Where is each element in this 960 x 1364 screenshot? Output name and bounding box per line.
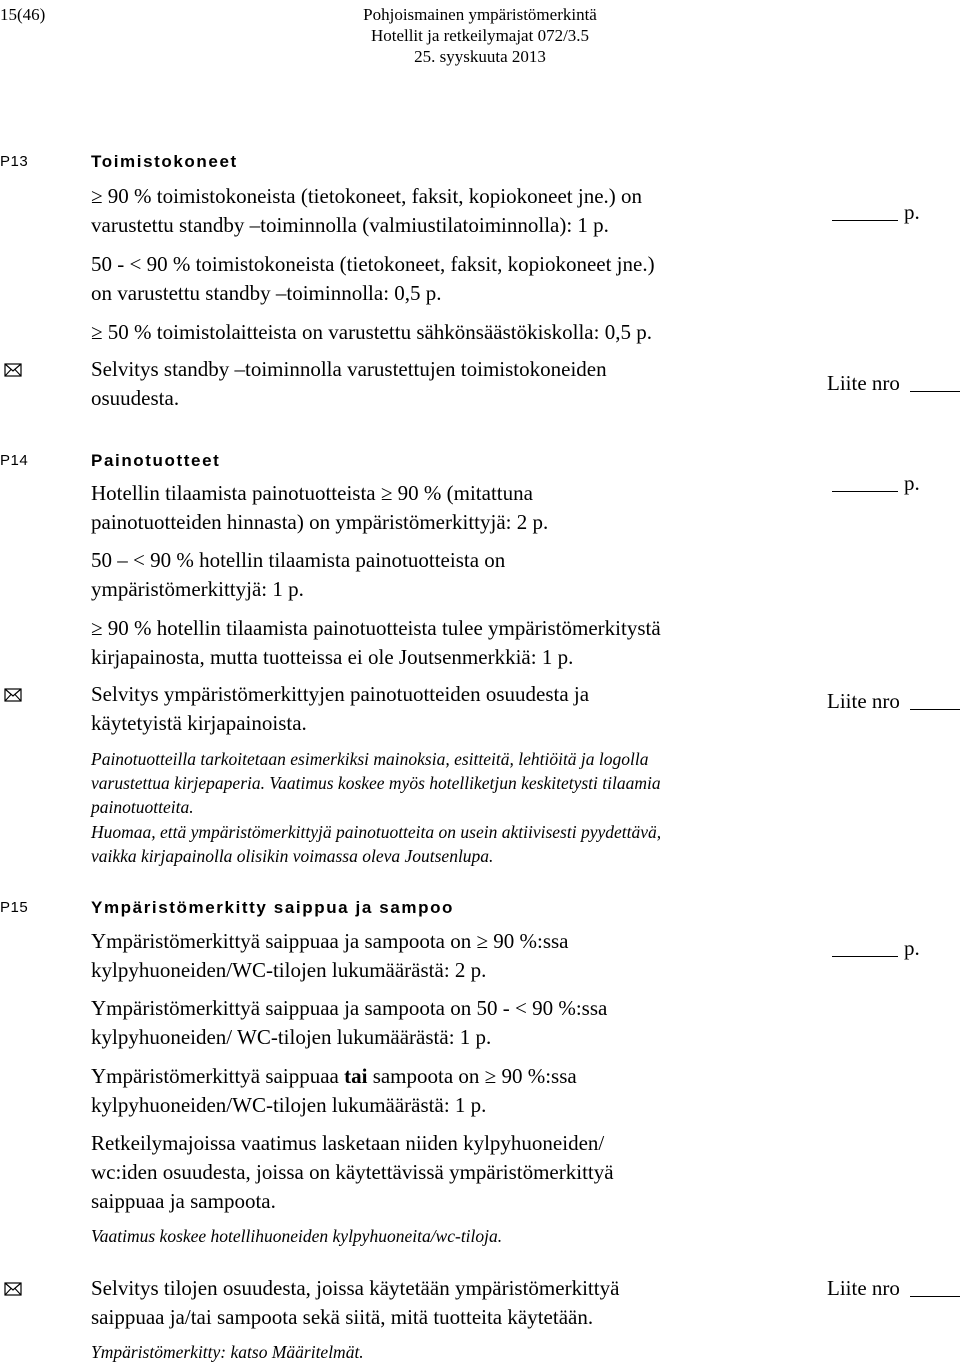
requirement-text: sampoota on ≥ 90 %:ssa [367,1064,577,1088]
requirement-line: Ympäristömerkittyä saippuaa ja sampoota on 50 - < 90 %:ssa [91,996,608,1020]
requirement-line: ≥ 90 % toimistokoneista (tietokoneet, faksit, kopiokoneet jne.) on [91,184,643,208]
requirement-line: kirjapainosta, mutta tuotteissa ei ole Joutsenmerkkiä: 1 p. [91,645,574,669]
liite-label: Liite nro [827,1276,900,1300]
document-date: 25. syyskuuta 2013 [414,47,546,66]
explanation-line: osuudesta. [91,386,180,410]
requirement-line: on varustettu standby –toiminnolla: 0,5 p. [91,281,442,305]
requirement-line: Hotellin tilaamista painotuotteista ≥ 90 % (mitattuna [91,481,533,505]
explanation-line: käytetyistä kirjapainoista. [91,711,307,735]
requirement-line: painotuotteiden hinnasta) on ympäristömerkittyjä: 2 p. [91,510,549,534]
explanation-line: Selvitys standby –toiminnolla varustettujen toimistokoneiden [91,357,607,381]
liite-label: Liite nro [827,689,900,713]
requirement-line: varustettu standby –toiminnolla (valmiustilatoiminnolla): 1 p. [91,213,609,237]
points-label: p. [904,936,920,960]
liite-label: Liite nro [827,371,900,395]
note-line: Vaatimus koskee hotellihuoneiden kylpyhuoneita/wc-tiloja. [91,1226,503,1246]
requirement-line: kylpyhuoneiden/ WC-tilojen lukumäärästä: 1 p. [91,1025,492,1049]
page-number: 15(46) [0,5,46,24]
requirement-line: kylpyhuoneiden/WC-tilojen lukumäärästä: 2 p. [91,958,487,982]
section-number: P13 [0,153,29,170]
liite-blank[interactable] [910,709,960,710]
requirement-line: saippuaa ja sampoota. [91,1189,276,1213]
explanation-line: Selvitys tilojen osuudesta, joissa käytetään ympäristömerkittyä [91,1276,620,1300]
note-line: vaikka kirjapainolla olisikin voimassa oleva Joutsenlupa. [91,846,494,866]
points-blank[interactable] [832,956,898,957]
requirement-line: 50 – < 90 % hotellin tilaamista painotuotteista on [91,548,506,572]
requirement-line: ≥ 90 % hotellin tilaamista painotuotteista tulee ympäristömerkitystä [91,616,661,640]
requirement-line: Retkeilymajoissa vaatimus lasketaan niiden kylpyhuoneiden/ [91,1131,605,1155]
envelope-icon [4,361,22,379]
section-number: P15 [0,899,29,916]
explanation-line: saippuaa ja/tai sampoota sekä siitä, mitä tuotteita käytetään. [91,1305,594,1329]
section-title: Ympäristömerkitty saippua ja sampoo [91,898,455,917]
points-label: p. [904,471,920,495]
note-line: Ympäristömerkitty: katso Määritelmät. [91,1342,364,1362]
liite-blank[interactable] [910,391,960,392]
requirement-line [91,1062,577,1091]
note-line: Painotuotteilla tarkoitetaan esimerkiksi mainoksia, esitteitä, lehtiöitä ja logolla [91,749,649,769]
document-title: Pohjoismainen ympäristömerkintä [363,5,597,24]
section-title: Toimistokoneet [91,152,238,171]
requirement-line: wc:iden osuudesta, joissa on käytettävissä ympäristömerkittyä [91,1160,614,1184]
explanation-line: Selvitys ympäristömerkittyjen painotuotteiden osuudesta ja [91,682,590,706]
section-number: P14 [0,452,29,469]
section-title: Painotuotteet [91,451,221,470]
requirement-line: ≥ 50 % toimistolaitteista on varustettu sähkönsäästökiskolla: 0,5 p. [91,320,652,344]
envelope-icon [4,686,22,704]
requirement-line: ympäristömerkittyjä: 1 p. [91,577,304,601]
requirement-text: Ympäristömerkittyä saippuaa [91,1064,345,1088]
requirement-line: 50 - < 90 % toimistokoneista (tietokoneet, faksit, kopiokoneet jne.) [91,252,655,276]
requirement-line: kylpyhuoneiden/WC-tilojen lukumäärästä: 1 p. [91,1093,487,1117]
note-line: varustettua kirjepaperia. Vaatimus koskee myös hotelliketjun keskitetysti tilaamia [91,773,661,793]
envelope-icon [4,1280,22,1298]
points-blank[interactable] [832,220,898,221]
liite-blank[interactable] [910,1296,960,1297]
note-line: painotuotteita. [91,797,194,817]
document-subtitle: Hotellit ja retkeilymajat 072/3.5 [370,26,590,45]
points-blank[interactable] [832,491,898,492]
points-label: p. [904,200,920,224]
requirement-line: Ympäristömerkittyä saippuaa ja sampoota on ≥ 90 %:ssa [91,929,569,953]
note-line: Huomaa, että ympäristömerkittyjä painotuotteita on usein aktiivisesti pyydettävä, [91,822,662,842]
emphasis-tai: tai [344,1064,368,1088]
